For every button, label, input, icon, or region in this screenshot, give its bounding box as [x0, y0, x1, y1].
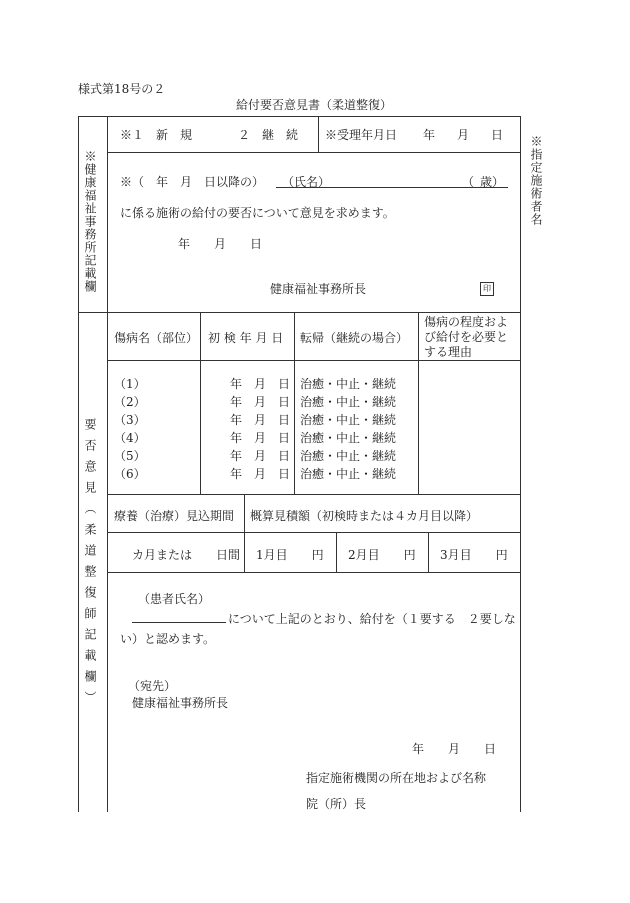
- new-option: ※１ 新 規: [120, 128, 193, 142]
- addressee-label: （宛先）: [128, 679, 177, 693]
- form-number: 様式第18号の２: [78, 82, 166, 96]
- row-number: （6）: [114, 467, 146, 481]
- row-outcome: 治癒・中止・継続: [300, 395, 397, 409]
- received-year: 年: [423, 128, 436, 142]
- row-outcome: 治癒・中止・継続: [300, 449, 397, 463]
- institution-label: 指定施術機関の所在地および名称: [306, 771, 487, 785]
- received-month: 月: [457, 128, 470, 142]
- month1-cost: 1月目 円: [256, 548, 324, 562]
- row-first-visit-date: 年 月 日: [230, 377, 291, 391]
- table-bottom: [107, 494, 520, 495]
- patient-name-label: （氏名）: [282, 175, 331, 189]
- frame-top: [78, 116, 520, 117]
- cost-estimate-label: 概算見積額（初検時または４カ月目以降）: [250, 509, 479, 523]
- injury-header: 傷病名（部位）: [114, 331, 199, 345]
- period-mid-line: [107, 532, 520, 533]
- col-divider-3: [418, 312, 419, 494]
- approval-date: 年 月 日: [412, 742, 497, 756]
- since-date-prefix: ※（ 年 月 日以降の）: [120, 175, 265, 189]
- seal-icon: 印: [480, 282, 494, 296]
- top-row1-bottom: [107, 152, 520, 153]
- name-underline: [276, 187, 508, 188]
- patient-name-underline: [132, 622, 226, 623]
- row-first-visit-date: 年 月 日: [230, 395, 291, 409]
- patient-name-label-2: （患者氏名）: [138, 592, 211, 606]
- row-number: （1）: [114, 377, 146, 391]
- office-entry-side-label: ※健康福祉事務所記載欄: [83, 150, 97, 293]
- row-first-visit-date: 年 月 日: [230, 467, 291, 481]
- head-label: 院（所）長: [306, 797, 367, 811]
- month-divider-2: [428, 532, 429, 572]
- continue-option: ２ 継 続: [238, 128, 299, 142]
- col-divider-2: [294, 312, 295, 494]
- treatment-period-label: 療養（治療）見込期間: [114, 509, 235, 523]
- row-outcome: 治癒・中止・継続: [300, 467, 397, 481]
- request-text: に係る施術の給付の要否について意見を求めます。: [120, 206, 395, 220]
- row-first-visit-date: 年 月 日: [230, 431, 291, 445]
- designated-practitioner-label: ※指定施術者名: [529, 135, 543, 226]
- period-value: カ月または 日間: [132, 548, 241, 562]
- top-row1-divider: [318, 116, 319, 152]
- row-number: （2）: [114, 395, 146, 409]
- office-director: 健康福祉事務所長: [270, 282, 367, 296]
- section-divider: [78, 312, 520, 313]
- reason-header: 傷病の程度および給付を必要とする理由: [424, 315, 509, 359]
- approval-text-line2: い）と認めます。: [120, 632, 216, 646]
- received-day: 日: [491, 128, 504, 142]
- request-date: 年 月 日: [178, 237, 263, 251]
- period-bottom-line: [107, 572, 520, 573]
- month-divider-1: [336, 532, 337, 572]
- col-divider-1: [200, 312, 201, 494]
- frame-inner-left: [107, 116, 108, 812]
- row-number: （5）: [114, 449, 146, 463]
- month2-cost: 2月目 円: [348, 548, 416, 562]
- received-date-label: ※受理年月日: [325, 128, 398, 142]
- row-outcome: 治癒・中止・継続: [300, 377, 397, 391]
- row-first-visit-date: 年 月 日: [230, 449, 291, 463]
- addressee: 健康福祉事務所長: [132, 696, 229, 710]
- age-open: （: [462, 175, 475, 189]
- seal-mark: [480, 280, 494, 296]
- page-title: 給付要否意見書（柔道整復）: [236, 98, 393, 112]
- practitioner-entry-side-label: 要否意見（柔道整復師記載欄）: [83, 418, 97, 712]
- outcome-header: 転帰（継続の場合）: [300, 331, 409, 345]
- frame-left: [78, 116, 79, 812]
- row-first-visit-date: 年 月 日: [230, 413, 291, 427]
- first-visit-header: 初 検 年 月 日: [208, 331, 284, 345]
- approval-text-line1: について上記のとおり、給付を（１要する ２要しな: [228, 612, 516, 626]
- frame-right: [520, 116, 521, 812]
- row-outcome: 治癒・中止・継続: [300, 431, 397, 445]
- row-number: （4）: [114, 431, 146, 445]
- row-number: （3）: [114, 413, 146, 427]
- header-bottom: [107, 360, 520, 361]
- age-label: 歳）: [480, 175, 505, 189]
- row-outcome: 治癒・中止・継続: [300, 413, 397, 427]
- month3-cost: 3月目 円: [440, 548, 508, 562]
- period-divider: [244, 494, 245, 572]
